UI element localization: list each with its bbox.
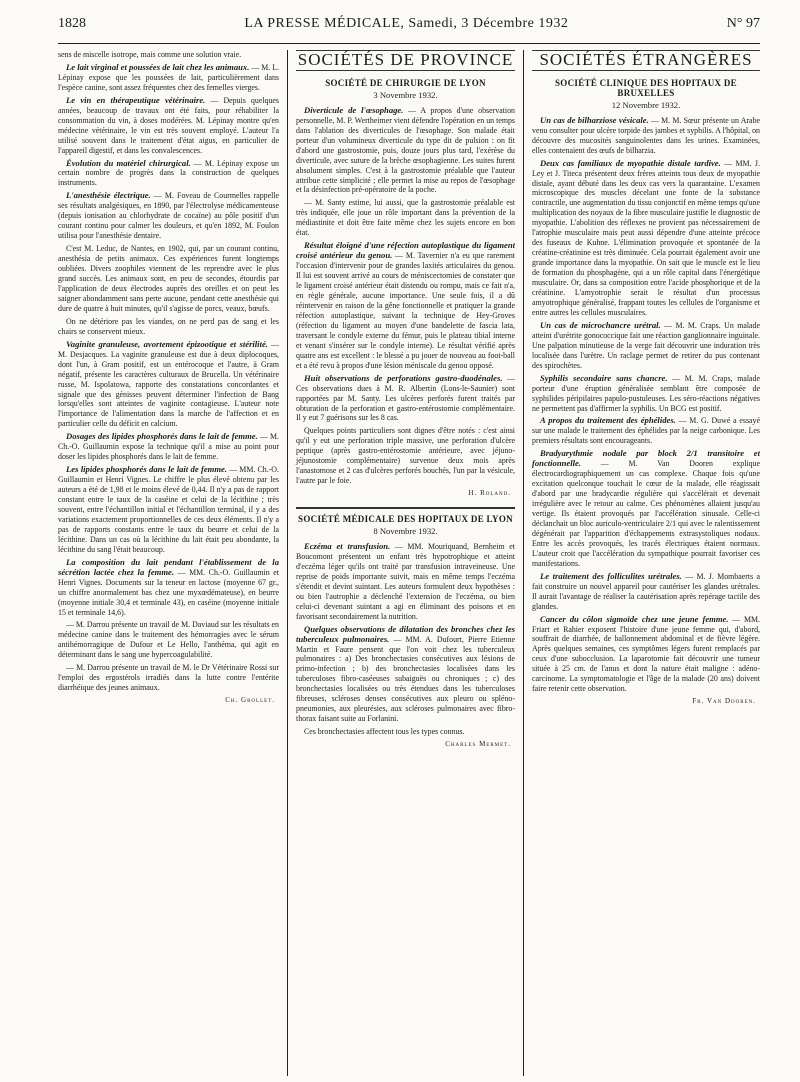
section-header xyxy=(532,50,760,71)
issue-number: N° 97 xyxy=(726,16,760,31)
article xyxy=(296,625,515,725)
article-text: — M. Ch.-O. Guillaumin expose la technique qu'il a mise au point pour doser les lipides phosphorés dans le lait de femme. xyxy=(58,432,279,462)
article-text: — MM. Mouriquand, Bernheim et Boucomont présentent un enfant très hypotrophique et atteint d'eczéma léger qu'ils ont traité par transfusion intraveineuse. Une reprise de poids importante suivit, mais en même temps l'eczéma s'étendit et devint suintant. Les auteurs formulent deux hypothèses : ou bien l'autrophie a déclenché l'extension de l'eczéma, ou bien celui-ci devenant suintant a agi en éliminant des poisons et en favorisant secondairement la nutrition. xyxy=(296,541,515,621)
article-text: — A propos d'une observation personnelle, M. P. Wertheimer vient défendre l'opération en un temps dans l'ablation des diverticules de l'œsophage. Son malade était porteur d'un volumineux diverticule du type dit de pulsion : on fit d'abord une gastrostomie, puis, douze jours plus tard, l'exérèse du diverticule, avec suture de la brèche œsophagienne. Les suites furent absolument simples. C'est à la gastrostomie préalable que l'auteur attribue cette simplicité ; elle permet la mise au repos de l'œsophage et la désinfection pré-opératoire de la poche. xyxy=(296,105,515,195)
article-title: Bradyarythmie nodale par block 2/1 transitoire et fonctionnelle. xyxy=(532,448,760,469)
article-title: Les lipides phosphorés dans le lait de femme. xyxy=(66,464,228,475)
signature: H. Roland. xyxy=(468,489,511,498)
article xyxy=(58,340,279,430)
article-text: — M. M. Craps. Un malade atteint d'urétrite gonococcique fait une réaction ganglionnaire inguinale. Une palpation minutieuse de la verge fait découvrir une induration très localisée dans l'urètre. Un raclage permet de retirer du pus contenant des spirochètes. xyxy=(532,320,760,370)
article xyxy=(532,572,760,612)
article-text: — MM. Friart et Rahier exposent l'histoire d'une jeune femme qui, d'abord, souffrait de diarrhée, de ballonnement abdominal et de fièvre légère. Après quelques semaines, ces symptômes légers furent remplacés par ceux d'une subocclusion. La laparotomie fait découvrir une tumeur située à 25 cm. de l'anus et dont la nature était maligne : adéno-carcinome. La symptomatologie et l'âge de la malade (20 ans) doivent faire retenir cette observation. xyxy=(532,614,760,694)
article xyxy=(532,321,760,371)
article xyxy=(532,159,760,318)
society-date: 3 Novembre 1932. xyxy=(373,89,438,100)
article xyxy=(296,374,515,424)
article-paragraph: Ces bronchectasies affectent tous les types connus. xyxy=(304,727,465,737)
society-date: 12 Novembre 1932. xyxy=(611,99,681,110)
article-title: Le lait virginal et poussées de lait chez les animaux. xyxy=(66,61,250,72)
article xyxy=(532,615,760,695)
article-text: — M. Lépinay expose un certain nombre de progrès dans la construction de quelques instruments. xyxy=(58,158,279,188)
article-title: Dosages des lipides phosphorés dans le lait de femme. xyxy=(66,431,258,442)
article-text: — M. Van Dooren explique électrocardiographiquement un cas complexe. Chaque fois qu'une excitation quelconque touchait le cœur de la malade, elle réagissait d'abord par une bradycardie régulière qui s'accélérait et devenait irrégulière avec le retour au calme. Ces phénomènes allaient jusqu'au vertige. Ils étaient provoqués par l'accélération sinusale. Celle-ci déclanchait un bloc auriculo-ventriculaire 2/1 qui avec le ralentissement dégénérait par l'apparition d'échappements extrasystoliques nodaux. Entre les accès provoqués, les tracés électriques étaient normaux. L'auteur croit que l'accélération du sympathique pourrait favoriser ces manifestations. xyxy=(532,459,760,568)
section-header xyxy=(296,50,515,71)
article-text: — MM. Ch.-O. Guillaumin et Henri Vignes. Documents sur la teneur en lactose (moyenne 67 gr., un chiffre anormalement bas chez une myxœdémateuse), en beurre (moyenne initiale 30,4 et terminale 43), en caséine (moyenne initiale 15 et terminale 14,6). xyxy=(58,567,279,617)
article-text: — MM. A. Dufourt, Pierre Etienne Martin et Faure pensent que l'on voit chez les tuberculeux pulmonaires : a) Des bronchectasies consécutives aux lésions de primo-infection ; b) des bronchectasies localisées dans les tuberculoses fibro-caséeuses subaiguës ou chroniques ; c) des bronchectasies localisées ou très étendues dans les tuberculoses fibreuses, scléroses denses consécutives aux pleuro ou spléno-pneumonies, aux pleurésies, aux scléroses pulmonaires avec fibro-thorax faisant suite au Forlanini. xyxy=(296,634,515,724)
article-title: Syphilis secondaire sans chancre. xyxy=(540,372,668,383)
article-title: Cancer du côlon sigmoïde chez une jeune femme. xyxy=(540,613,729,624)
article-title: Deux cas familiaux de myopathie distale tardive. xyxy=(540,157,721,168)
article-paragraph: — M. Darrou présente un travail de M. le Dr Vétérinaire Rossi sur l'emploi des ergostérols irradiés dans la lutte contre l'entérite diarrhéique des jeunes animaux. xyxy=(58,663,279,693)
signature: Fr. Van Dooren. xyxy=(692,697,756,706)
article-title: Quelques observations de dilatation des bronches chez les tuberculeux pulmonaires. xyxy=(296,623,515,644)
article-title: Huit observations de perforations gastro-duodénales. xyxy=(304,372,503,383)
article xyxy=(532,374,760,414)
article xyxy=(58,159,279,189)
society-name: SOCIÉTÉ CLINIQUE DES HOPITAUX DE BRUXELLES xyxy=(555,77,737,98)
article-title: Diverticule de l'œsophage. xyxy=(304,104,404,115)
society-name: SOCIÉTÉ DE CHIRURGIE DE LYON xyxy=(325,77,486,88)
column-1 xyxy=(58,50,288,1076)
article-paragraph: Quelques points particuliers sont dignes d'être notés : c'est ainsi qu'il y eut une perforation triple massive, une perforation d'ulcère peptique (après gastro-entérostomie antérieure, avec jéjuno-jéjunostomie complémentaire) survenue deux mois après l'anastomose et 2 cas d'ulcères perforés bouchés, l'un par la vésicule, l'autre par le foie. xyxy=(296,426,515,486)
article-title: Résultat éloigné d'une réfection autoplastique du ligament croisé antérieur du genou. xyxy=(296,240,515,261)
article-text: — M. M. Craps, malade porteur d'une éruption généralisée semblant être composée de syphilides péripilaires papulo-pustuleuses. Les séro-réactions négatives ne permettent pas d'affirmer la syphilis. Un BCG est positif. xyxy=(532,373,760,413)
article-text: — M. J. Mombaerts a fait construire un nouvel appareil pour cautériser les glandes urétrales. Il aurait l'avantage de réaliser la cautérisation après repérage tactile des glandes. xyxy=(532,571,760,611)
article-paragraph: — M. Santy estime, lui aussi, que la gastrostomie préalable est très indiquée, elle joue un rôle important dans la prévention de la médiastinite et doit être faite même chez les sujets encore en bon état. xyxy=(296,198,515,238)
article-title: Eczéma et transfusion. xyxy=(304,540,391,551)
article-paragraph: — M. Darrou présente un travail de M. Daviaud sur les résultats en médecine canine dans le traitement des hémorragies avec le sérum antihémorragique de Dufour et Le Hello, l'anthéma, qui agit en déterminant dans le sang une hypercoagulabilité. xyxy=(58,620,279,660)
article-text: — Depuis quelques années, beaucoup de travaux ont été faits, pour réhabiliter la consommation du vin, à doses modérées. M. Lépinay montre qu'en médecine vétérinaire, le vin est très souvent employé. L'auteur l'a utilisé souvent dans le traitement d'état aigus, en particulier de l'appareil digestif, et dans les convalescences. xyxy=(58,95,279,155)
article xyxy=(58,63,279,93)
article xyxy=(532,449,760,568)
section-title: SOCIÉTÉS ÉTRANGÈRES xyxy=(539,50,753,69)
signature: Charles Mermet. xyxy=(445,740,511,749)
article-title: A propos du traitement des éphélides. xyxy=(540,415,676,426)
article xyxy=(296,542,515,622)
society-date: 8 Novembre 1932. xyxy=(373,526,438,537)
page-number: 1828 xyxy=(58,16,86,31)
signature: Ch. Grollet. xyxy=(225,696,275,705)
article-text: — M. Tavernier n'a eu que rarement l'occasion d'intervenir pour de grandes laxités articulaires du genou. Il lui est souvent arrivé au cours de méniscectomies de constater que le ligament croisé antérieur était distendu ou rompu, mais ce fait n'a, en règle générale, aucune importance. Une seule fois, il a dû réintervenir en raison de la gêne fonctionnelle et pratiquer la grande réfection autoplastique, suivant la technique de Hey-Groves (réfection du ligament au moyen d'une bandelette de fascia lata, traversant le condyle externe du fémur, puis le plateau tibial interne et venant s'insérer sur le condyle interne). Le résultat vérifié après quatre ans est excellent : le blessé a pu jouer de nouveau au foot-ball et a été revu à propos d'une lésion méniscale du genou opposé. xyxy=(296,251,515,370)
article xyxy=(296,241,515,370)
article xyxy=(58,465,279,555)
article-text: — M. Foveau de Courmelles rappelle ses résultats analgésiques, en 1890, par l'électrolyse médicamenteuse (depuis ionisation au chlorhydrate de cocaïne) au pôle positif d'un courant continu pour calmer les douleurs, et qu'en 1892, M. Foulon utilisa pour l'anesthésie dentaire. xyxy=(58,191,279,241)
article xyxy=(532,116,760,156)
column-3 xyxy=(524,50,760,1076)
article-text: — M. L. Lépinay expose que les poussées de lait, particulièrement dans l'espèce canine, sont assez fréquentes chez des femelles vierges. xyxy=(58,62,279,92)
article xyxy=(296,106,515,196)
society-name: SOCIÉTÉ MÉDICALE DES HOPITAUX DE LYON xyxy=(298,514,513,525)
column-2 xyxy=(288,50,524,1076)
article-title: Le traitement des folliculites urétrales. xyxy=(540,570,682,581)
article xyxy=(58,558,279,618)
article-title: Le vin en thérapeutique vétérinaire. xyxy=(66,94,206,105)
article-title: L'anesthésie électrique. xyxy=(66,190,151,201)
columns xyxy=(58,50,760,1076)
article xyxy=(58,191,279,241)
article-text: — MM. J. Ley et J. Titeca présentent deux frères atteints tous deux de myopathie distale, ayant débuté dans les deux cas vers la quarantaine. L'examen microscopique des muscles décelant une fonte de la substance contractile, une augmentation du tissu conjonctif en même temps qu'une multiplication des noyaux de la fibre musculaire justifie le diagnostic de myopathie. L'abolition des réflexes ne provient pas nécessairement de l'atrophie musculaire mais peut aussi dépendre d'une atteinte précoce des fuseaux de Kuhne. L'élimination provoquée et spontanée de la créatine-créatinine est très diminuée. Cela pourrait également avoir une grande importance dans la myopathie. On sait que le muscle est le lieu de formation du phosphagène, qui a un rôle capital dans l'énergétique musculaire. Or, dans sa composition entre l'acide phosphorique et de la créatinine. L'amyotrophie serait le résultat d'un processus amyotrophique généralisé, frappant toutes les cellules de l'organisme et entre autres les cellules musculaires. xyxy=(532,158,760,317)
journal-title: LA PRESSE MÉDICALE, Samedi, 3 Décembre 1932 xyxy=(244,16,569,31)
article-text: — M. Desjacques. La vaginite granuleuse est due à deux diplocoques, dont l'un, à Gram positif, est un entérocoque et l'autre, à Gram négatif, présente les caractères culturaux de Brucella. Un vétérinaire russe, M. Ispolatowa, rapporte des constatations concordantes et signale que des génisses peuvent déterminer l'infection de Bang lorsqu'elles sont atteintes de vaginite contagieuse. L'auteur note l'importance de l'alimentation dans la marche de l'affection et en particulier celle du déficit en calcium. xyxy=(58,339,279,429)
article-text: — M. M. Sœur présente un Arabe venu consulter pour ulcère torpide des jambes et syphilis. A l'hôpital, on découvre des mucosités sanguinolentes dans les urines. Examinées, elles contenaient des œufs de bilharzia. xyxy=(532,115,760,155)
divider xyxy=(296,507,515,509)
article-paragraph: C'est M. Leduc, de Nantes, en 1902, qui, par un courant continu, anesthésia de petits animaux. Ces expériences furent longtemps oubliées. Divers zoophiles viennent de les reprendre avec le plus grand succès. Les animaux sont, en peu de secondes, étourdis par l'application de deux électrodes auprès des oreilles et on peut les saigner abondamment sans perte aucune, pendant cette anesthésie qui dure de quatre à huit minutes, qu'il s'agisse de porcs, veaux, bœufs. xyxy=(58,244,279,313)
article-text: — Ces observations dues à M. R. Albertin (Lons-le-Saunier) sont rapportées par M. Santy. Les ulcères perforés furent traités par obturation de la perforation et gastro-entérostomie complémentaire. Il y eut 7 guérisons sur les 8 cas. xyxy=(296,373,515,423)
article-paragraph: On ne détériore pas les viandes, on ne perd pas de sang et les chairs se conservent mieux. xyxy=(58,316,279,336)
article-title: La composition du lait pendant l'établissement de la sécrétion lactée chez la femme. xyxy=(58,556,279,577)
article-title: Un cas de bilharziose vésicale. xyxy=(540,114,649,125)
article-title: Évolution du matériel chirurgical. xyxy=(66,157,191,168)
article-text: — M. G. Duwé a essayé sur une malade le traitement des éphélides par la neige carbonique. Les premiers résultats sont encourageants. xyxy=(532,416,760,446)
page-header xyxy=(58,16,760,44)
article-text: — MM. Ch.-O. Guillaumin et Henri Vignes. Le chiffre le plus élevé obtenu par les auteurs a été de 1,98 et le moins élevé de 0,44. Il n'y a pas de rapport constant entre le taux de la caséine et celui de la lécithine ; très souvent, entre l'échantillon initial et l'échantillon terminal, il y a des variations exactement proportionnelles de ces deux éléments. Il n'y a pas de rapports constants entre le taux du beurre et celui de la lécithine. Dans un cas où la lécithine du lait était peu abondante, la lécithine du sang l'était beaucoup. xyxy=(58,465,279,554)
article xyxy=(532,416,760,446)
section-title: SOCIÉTÉS DE PROVINCE xyxy=(297,50,514,69)
article xyxy=(58,96,279,156)
article-title: Un cas de microchancre urétral. xyxy=(540,319,661,330)
intro-text: sens de miscelle isotrope, mais comme une solution vraie. xyxy=(58,50,242,59)
article xyxy=(58,432,279,462)
article-title: Vaginite granuleuse, avortement épizootique et stérilité. xyxy=(66,338,268,349)
